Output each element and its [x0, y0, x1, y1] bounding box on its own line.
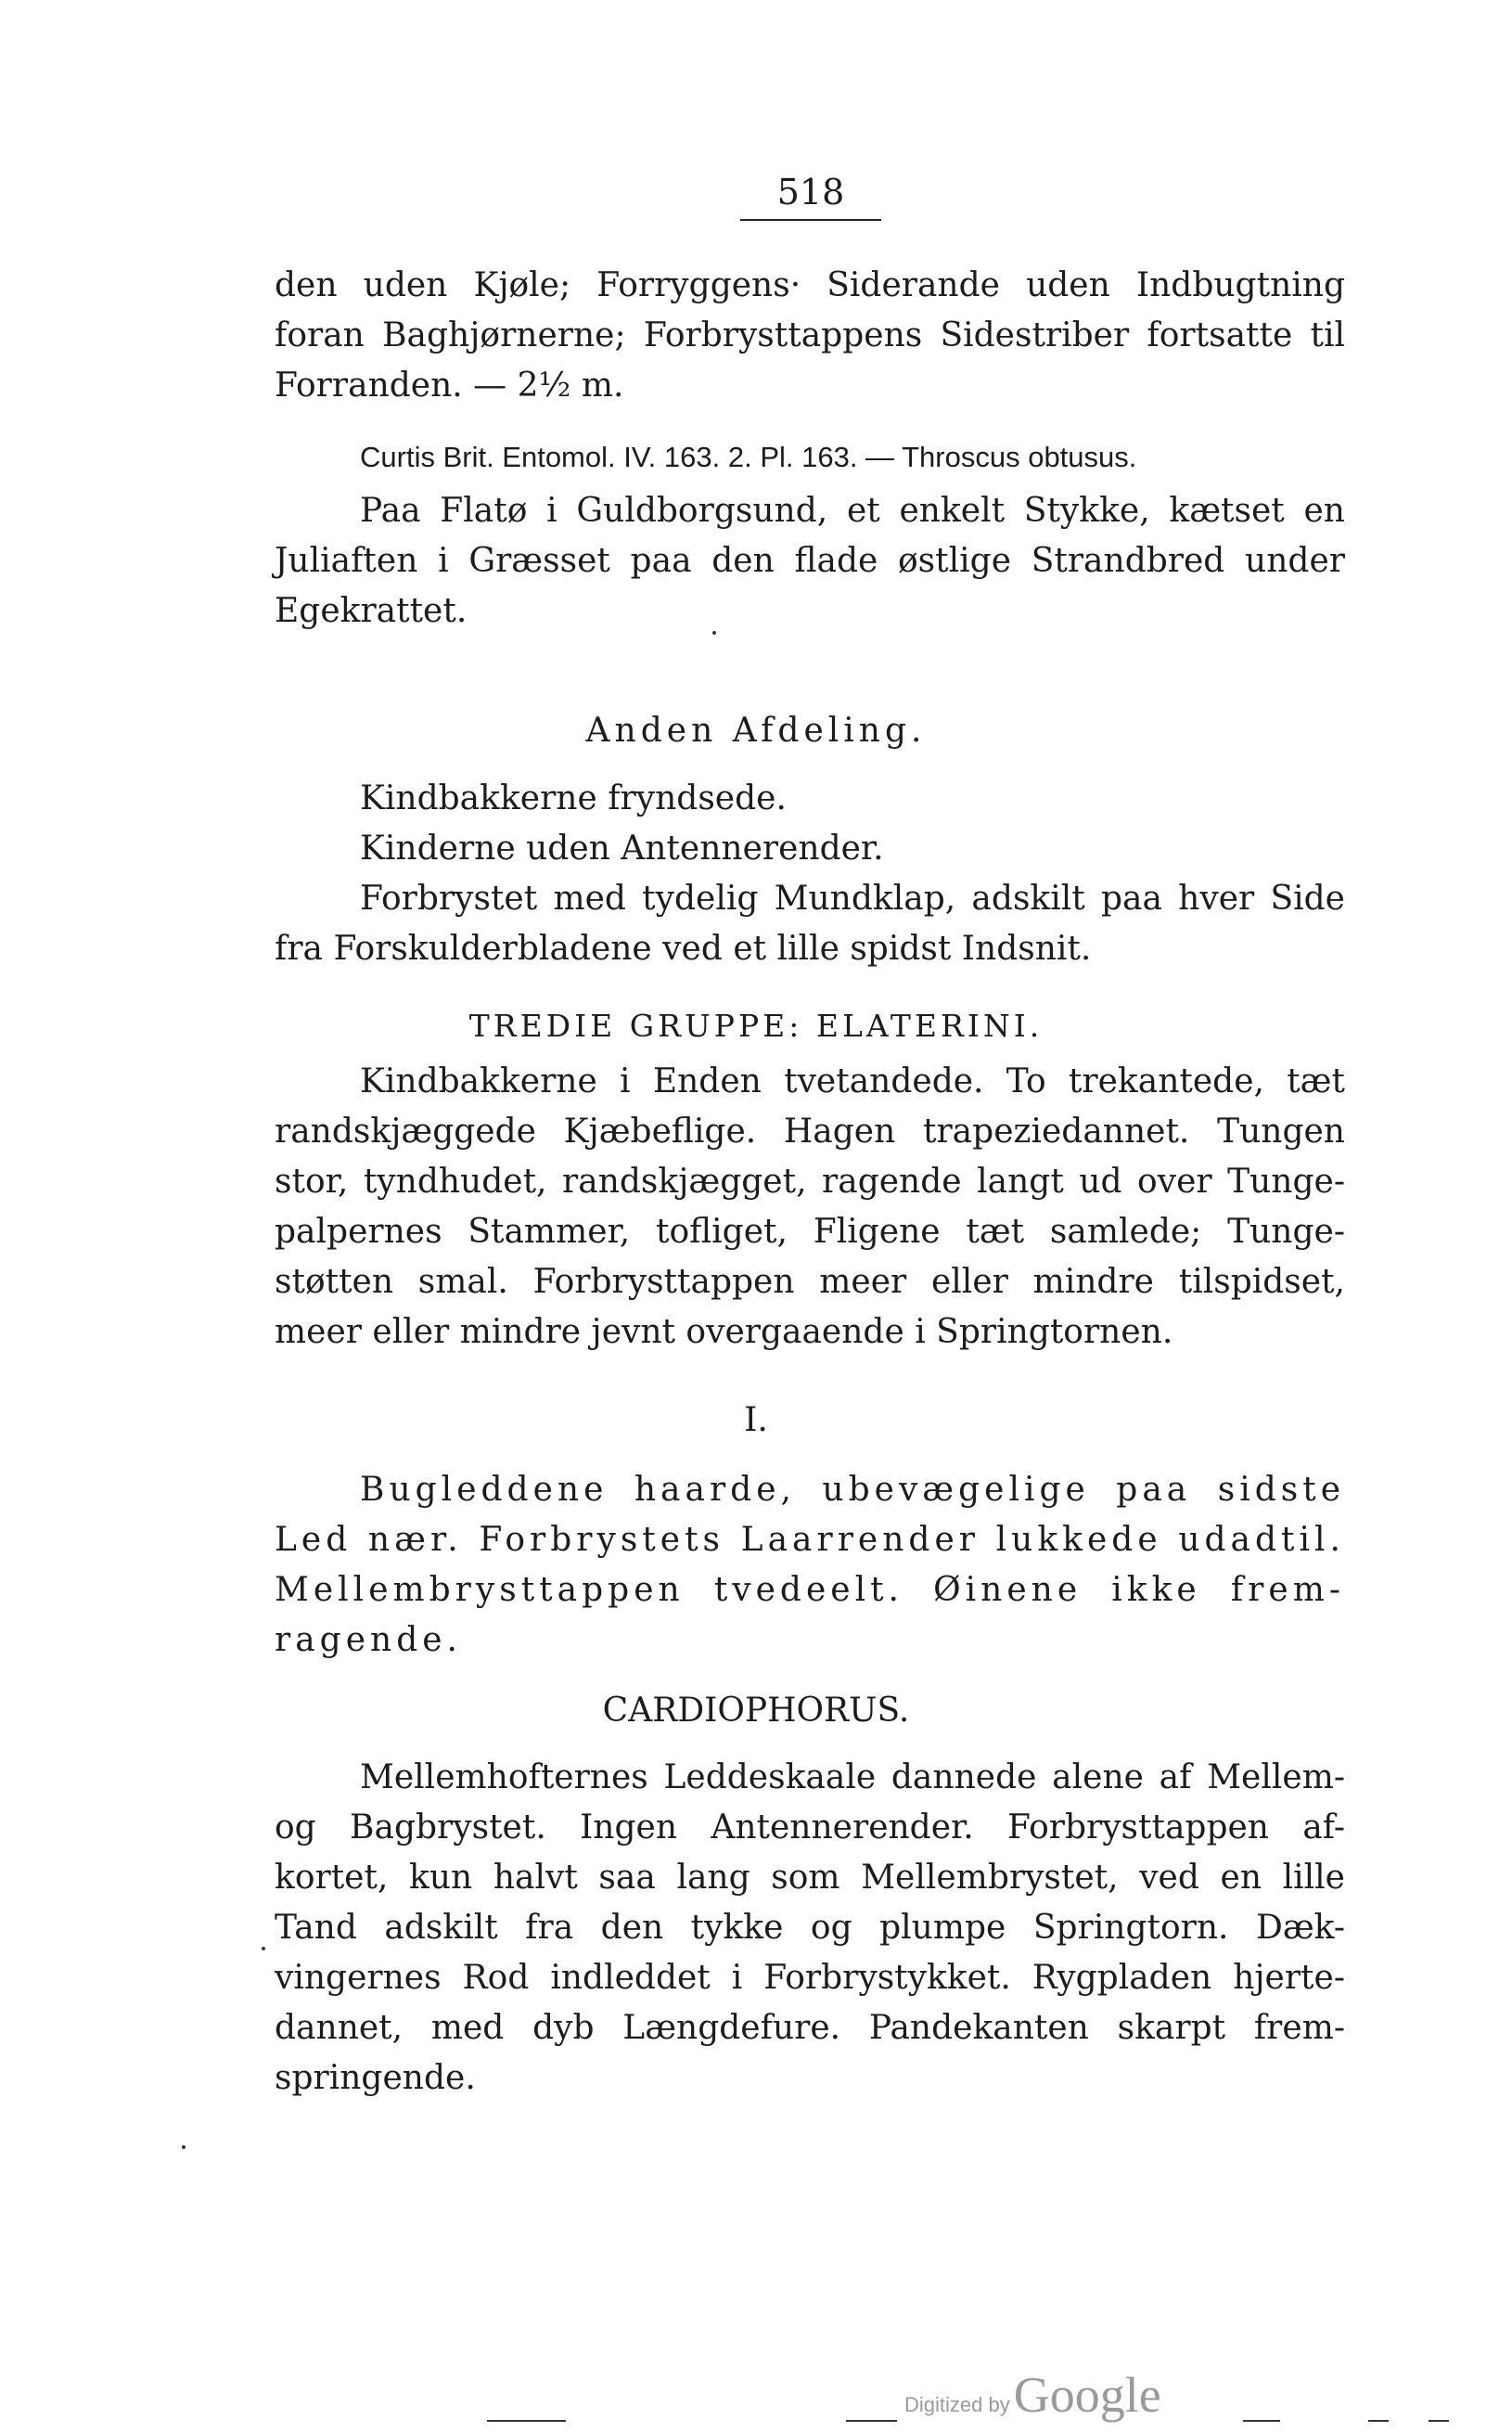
text-line: dannet, med dyb Længdefure. Pandekanten skarpt frem- — [275, 2009, 1345, 2047]
text-line: Forbrystet med tydelig Mundklap, adskilt paa hver Side — [360, 880, 1345, 918]
digitized-by-label: Digitized by — [904, 2393, 1010, 2416]
text-line: fra Forskulderbladene ved et lille spidst Indsnit. — [275, 930, 1092, 968]
genus-heading: CARDIOPHORUS. — [602, 1692, 910, 1730]
text-line: springende. — [275, 2059, 476, 2097]
footer-rule — [1368, 2420, 1389, 2422]
text-line: Paa Flatø i Guldborgsund, et enkelt Stykke, kætset en — [360, 492, 1345, 530]
footer-rule — [1243, 2420, 1280, 2422]
group-heading: TREDIE GRUPPE: ELATERINI. — [468, 1008, 1044, 1044]
subsection-numeral: I. — [744, 1401, 768, 1439]
digitized-by-watermark — [904, 2366, 1161, 2424]
text-line: ragende. — [275, 1621, 462, 1659]
text-line: palpernes Stammer, tofliget, Fligene tæt samlede; Tunge- — [275, 1213, 1345, 1251]
text-line: Kindbakkerne fryndsede. — [360, 779, 787, 817]
text-line: og Bagbrystet. Ingen Antennerender. Forbrysttappen af- — [275, 1808, 1345, 1847]
ink-speck — [182, 2145, 186, 2149]
section-heading: Anden Afdeling. — [585, 712, 927, 750]
citation-line: Curtis Brit. Entomol. IV. 163. 2. Pl. 163. — Throscus obtusus. — [360, 441, 1137, 473]
text-line: Juliaften i Græsset paa den flade østlige Strandbred under — [275, 542, 1345, 580]
text-line: foran Baghjørnerne; Forbrysttappens Sidestriber fortsatte til — [275, 316, 1345, 354]
footer-rule — [1429, 2420, 1449, 2422]
text-line: vingernes Rod indleddet i Forbrystykket. Rygpladen hjerte- — [275, 1959, 1345, 1997]
page-number: 518 — [776, 172, 845, 212]
footer-rule — [487, 2420, 566, 2422]
text-line: Led nær. Forbrystets Laarrender lukkede udadtil. — [275, 1521, 1345, 1559]
ink-speck — [262, 1947, 265, 1950]
text-line: Forranden. — 2½ m. — [275, 367, 624, 405]
text-line: Mellembrysttappen tvedeelt. Øinene ikke frem- — [275, 1571, 1345, 1609]
text-line: støtten smal. Forbrysttappen meer eller mindre tilspidset, — [275, 1263, 1345, 1301]
text-line: Mellemhofternes Leddeskaale dannede alene af Mellem- — [360, 1758, 1345, 1796]
page-number-rule — [740, 219, 881, 221]
text-line: Kindbakkerne i Enden tvetandede. To trekantede, tæt — [360, 1062, 1345, 1100]
text-line: Tand adskilt fra den tykke og plumpe Springtorn. Dæk- — [275, 1909, 1345, 1947]
text-line: kortet, kun halvt saa lang som Mellembrystet, ved en lille — [275, 1859, 1345, 1897]
google-logo: Google — [1013, 2367, 1161, 2423]
text-line: Egekrattet. — [275, 592, 468, 630]
text-line: den uden Kjøle; Forryggens· Siderande uden Indbugtning — [275, 266, 1345, 304]
text-line: Bugleddene haarde, ubevægelige paa sidste — [360, 1471, 1345, 1509]
text-line: meer eller mindre jevnt overgaaende i Springtornen. — [275, 1313, 1173, 1351]
text-line: stor, tyndhudet, randskjægget, ragende langt ud over Tunge- — [275, 1163, 1345, 1201]
text-line: Kinderne uden Antennerender. — [360, 830, 884, 868]
ink-speck — [712, 631, 716, 635]
footer-rule — [846, 2420, 897, 2422]
text-line: randskjæggede Kjæbeflige. Hagen trapeziedannet. Tungen — [275, 1113, 1345, 1151]
